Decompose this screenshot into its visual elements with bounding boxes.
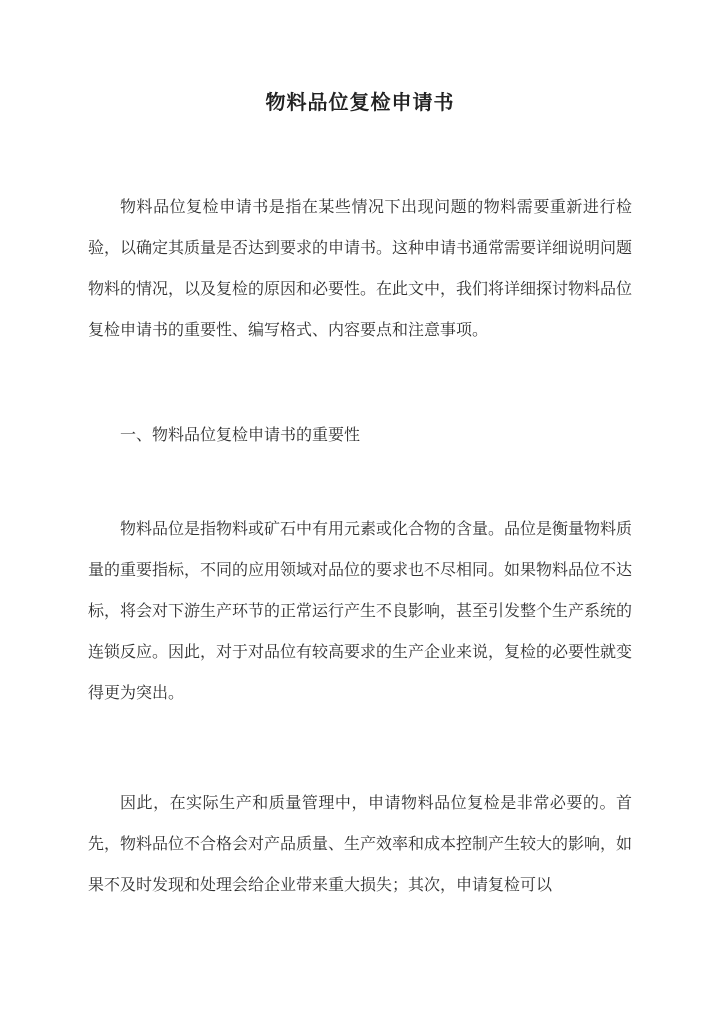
intro-paragraph: 物料品位复检申请书是指在某些情况下出现问题的物料需要重新进行检验，以确定其质量是否达到要求的申请书。这种申请书通常需要详细说明问题物料的情况，以及复检的原因和必要性。在此文中，我们将详细探讨物料品位复检申请书的重要性、编写格式、内容要点和注意事项。 (88, 197, 633, 339)
body-paragraph-necessity: 因此，在实际生产和质量管理中，申请物料品位复检是非常必要的。首先，物料品位不合格会对产品质量、生产效率和成本控制产生较大的影响，如果不及时发现和处理会给企业带来重大损失；其次，申请复检可以 (88, 793, 633, 894)
body-paragraph-importance: 物料品位是指物料或矿石中有用元素或化合物的含量。品位是衡量物料质量的重要指标，不同的应用领域对品位的要求也不尽相同。如果物料品位不达标，将会对下游生产环节的正常运行产生不良影响，甚至引发整个生产系统的连锁反应。因此，对于对品位有较高要求的生产企业来说，复检的必要性就变得更为突出。 (88, 519, 633, 702)
section-heading: 一、物料品位复检申请书的重要性 (120, 425, 361, 444)
document-title: 物料品位复检申请书 (265, 90, 455, 114)
